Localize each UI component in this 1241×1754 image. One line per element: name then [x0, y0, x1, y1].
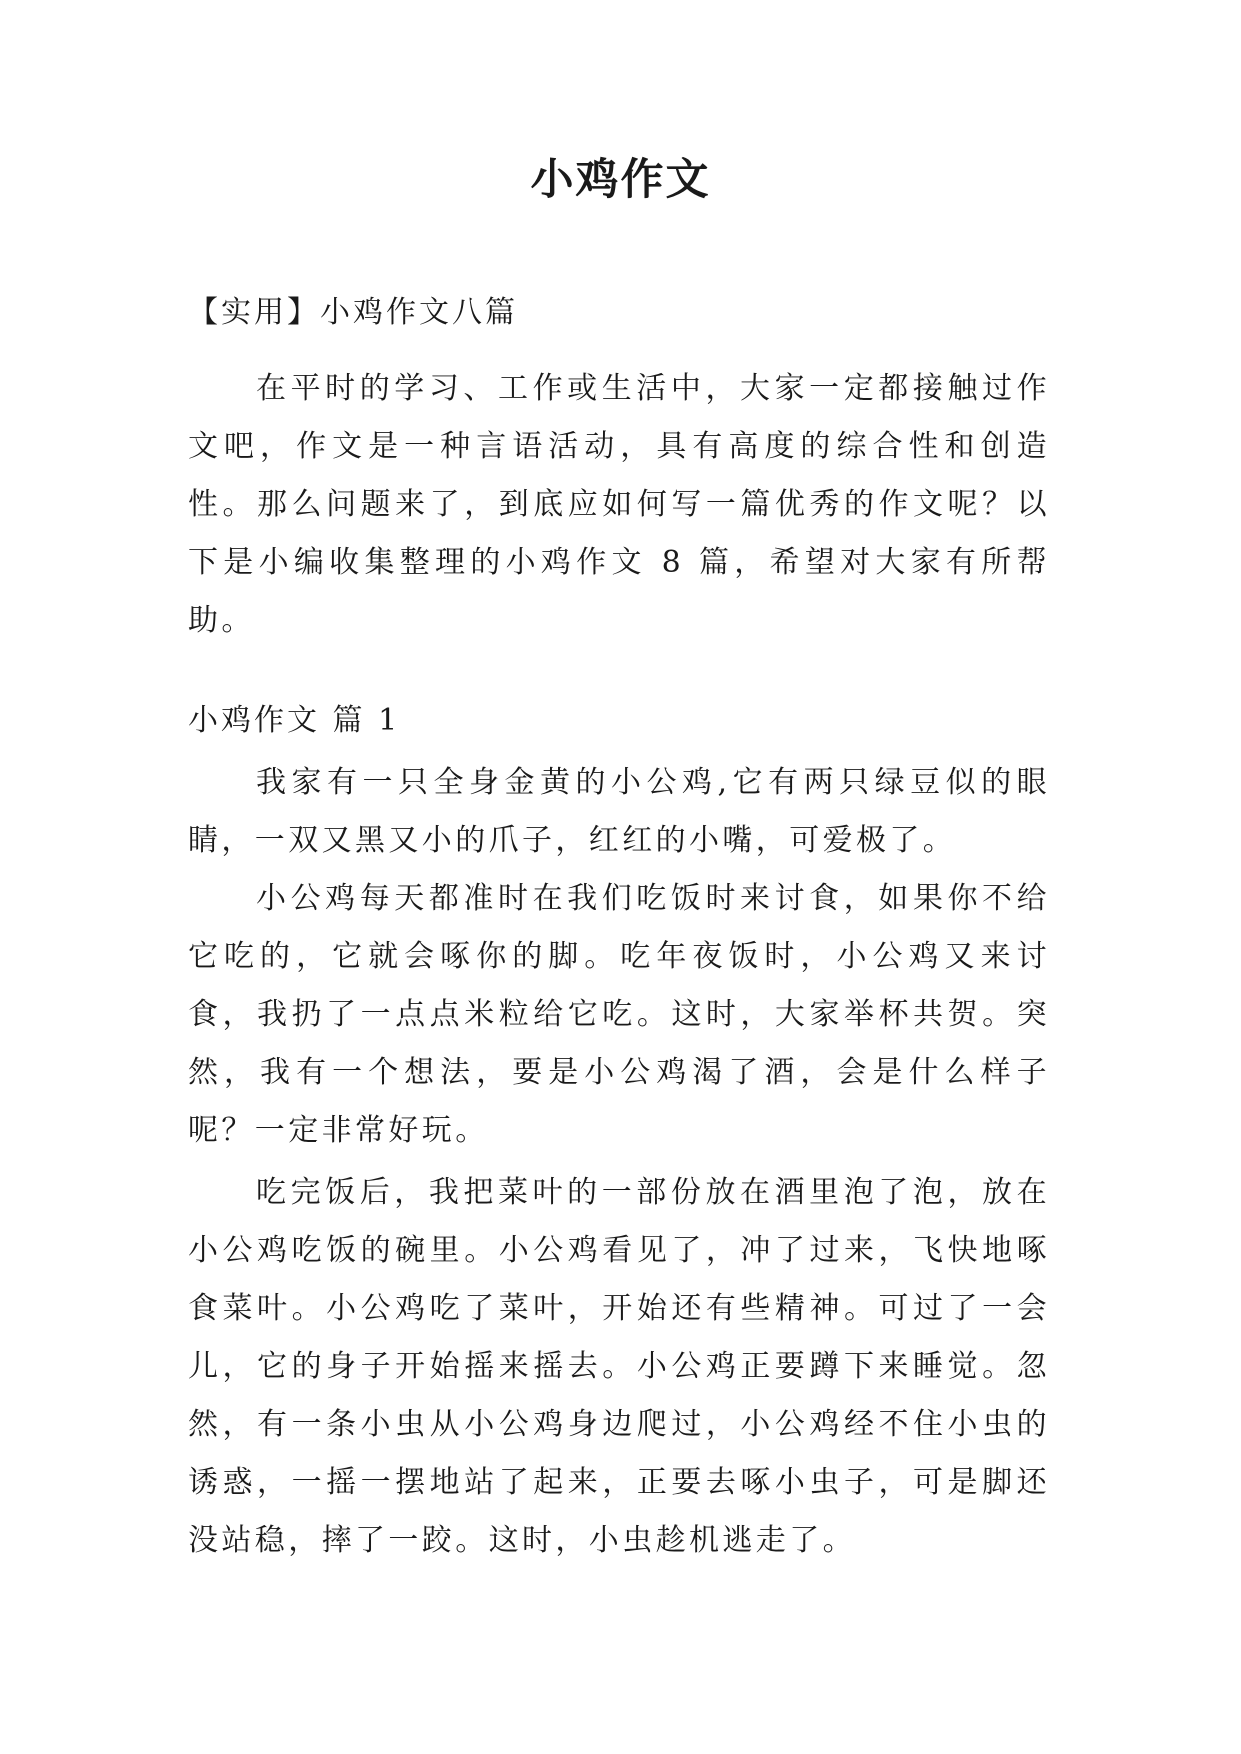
body-paragraph-2: 小公鸡每天都准时在我们吃饭时来讨食，如果你不给它吃的，它就会啄你的脚。吃年夜饭时，小公鸡又来讨食，我扔了一点点米粒给它吃。这时，大家举杯共贺。突然，我有一个想法，要是小公鸡渴了酒，会是什么样子呢？一定非常好玩。: [188, 881, 1050, 1148]
document-subtitle: 【实用】小鸡作文八篇: [188, 295, 518, 330]
document-title: 小鸡作文: [530, 155, 711, 205]
section-heading: 小鸡作文 篇 1: [188, 703, 401, 738]
intro-paragraph: 在平时的学习、工作或生活中，大家一定都接触过作文吧，作文是一种言语活动，具有高度的综合性和创造性。那么问题来了，到底应如何写一篇优秀的作文呢？以下是小编收集整理的小鸡作文 8 篇，希望对大家有所帮助。: [188, 371, 1050, 638]
body-paragraph-1: 我家有一只全身金黄的小公鸡,它有两只绿豆似的眼睛，一双又黑又小的爪子，红红的小嘴，可爱极了。: [188, 765, 1050, 858]
body-paragraph-3: 吃完饭后，我把菜叶的一部份放在酒里泡了泡，放在小公鸡吃饭的碗里。小公鸡看见了，冲了过来，飞快地啄食菜叶。小公鸡吃了菜叶，开始还有些精神。可过了一会儿，它的身子开始摇来摇去。小公鸡正要蹲下来睡觉。忽然，有一条小虫从小公鸡身边爬过，小公鸡经不住小虫的诱惑，一摇一摆地站了起来，正要去啄小虫子，可是脚还没站稳，摔了一跤。这时，小虫趁机逃走了。: [188, 1175, 1050, 1558]
